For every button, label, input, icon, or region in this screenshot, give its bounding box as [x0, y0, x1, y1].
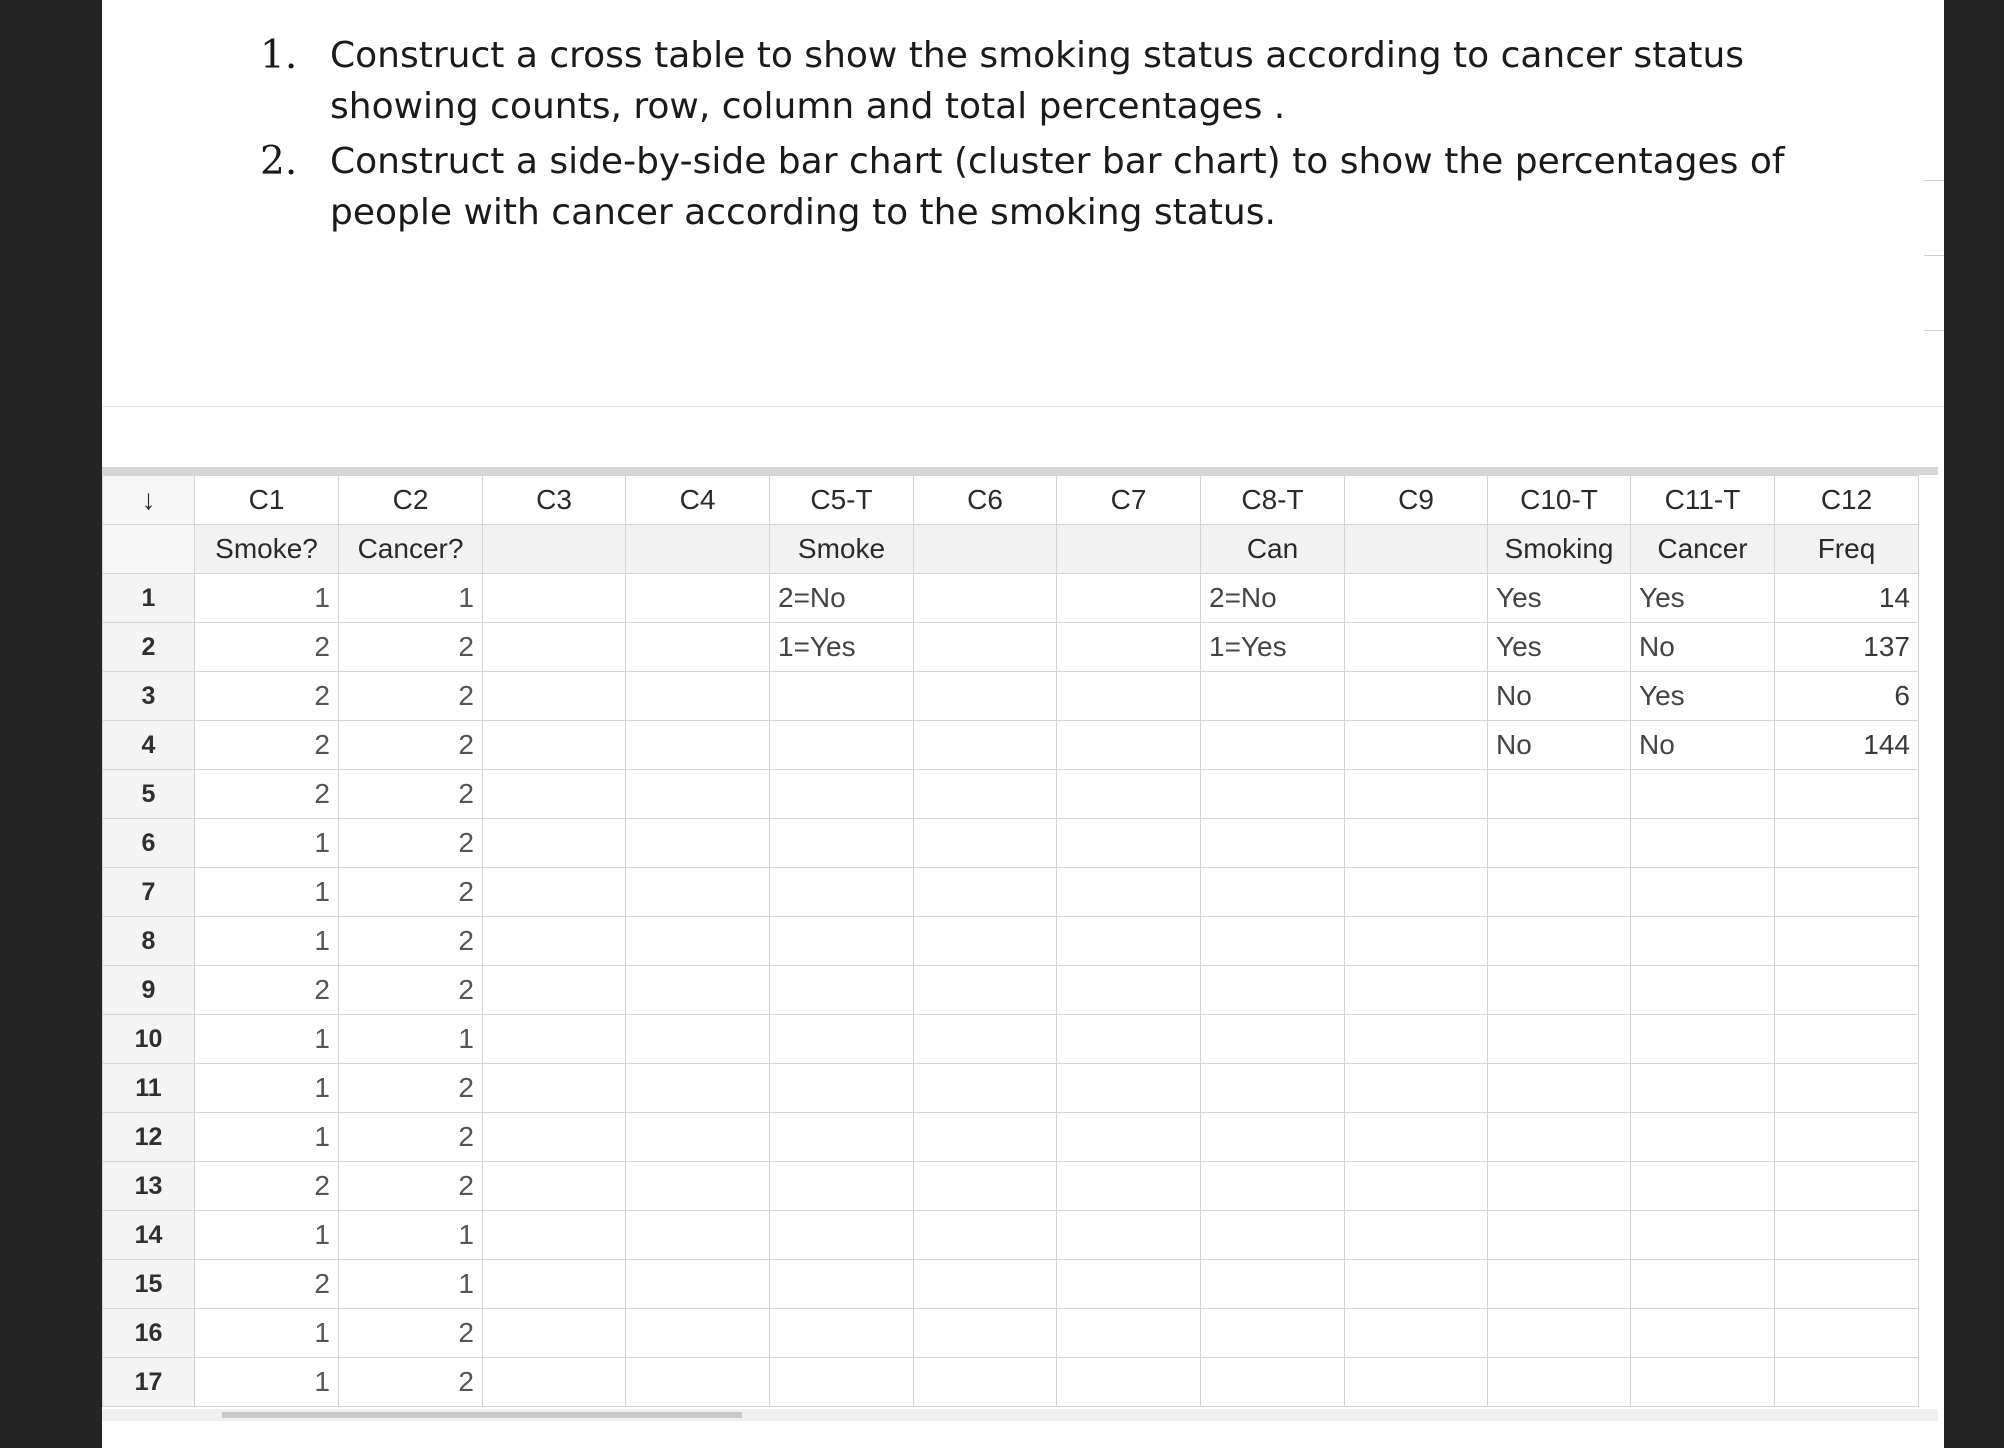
table-cell[interactable]	[626, 868, 770, 917]
row-number[interactable]: 9	[103, 966, 195, 1015]
table-cell[interactable]	[770, 1260, 914, 1309]
table-cell[interactable]	[1201, 1309, 1345, 1358]
table-cell[interactable]	[1057, 770, 1201, 819]
divider	[1924, 255, 1944, 256]
table-cell[interactable]	[483, 623, 626, 672]
table-cell[interactable]	[1201, 868, 1345, 917]
table-row	[103, 1260, 1919, 1309]
row-number[interactable]: 6	[103, 819, 195, 868]
table-cell[interactable]	[483, 868, 626, 917]
table-row	[103, 574, 1919, 623]
table-cell[interactable]	[914, 1015, 1057, 1064]
table-cell[interactable]	[626, 672, 770, 721]
table-cell[interactable]: 1	[339, 1015, 483, 1064]
table-cell[interactable]	[1057, 819, 1201, 868]
table-cell[interactable]: 2	[339, 1113, 483, 1162]
table-cell[interactable]	[1057, 1162, 1201, 1211]
table-cell[interactable]	[483, 1113, 626, 1162]
divider	[1924, 180, 1944, 181]
table-cell[interactable]	[1631, 1309, 1775, 1358]
table-cell[interactable]	[914, 1260, 1057, 1309]
table-cell[interactable]	[1345, 1162, 1488, 1211]
table-cell[interactable]	[1057, 1015, 1201, 1064]
table-cell[interactable]	[1345, 917, 1488, 966]
row-number[interactable]: 13	[103, 1162, 195, 1211]
table-cell[interactable]	[1345, 721, 1488, 770]
table-cell[interactable]: 2	[195, 1162, 339, 1211]
column-header-c6[interactable]: C6	[914, 476, 1057, 525]
table-cell[interactable]	[1345, 770, 1488, 819]
table-cell[interactable]	[770, 819, 914, 868]
scrollbar-thumb[interactable]	[222, 1412, 742, 1418]
column-name-cell[interactable]: Smoking	[1488, 525, 1631, 574]
instruction-text: Construct a side-by-side bar chart (cluster bar chart) to show the percentages of people with cancer according to the smoking status.	[330, 141, 1785, 233]
table-cell[interactable]	[1631, 1015, 1775, 1064]
table-cell[interactable]	[626, 721, 770, 770]
column-name-cell[interactable]	[626, 525, 770, 574]
table-cell[interactable]	[914, 1211, 1057, 1260]
table-cell[interactable]	[1201, 1015, 1345, 1064]
table-cell[interactable]: 1=Yes	[770, 623, 914, 672]
column-name-cell[interactable]: Smoke?	[195, 525, 339, 574]
table-cell[interactable]	[483, 1358, 626, 1407]
table-cell[interactable]: 2	[195, 1260, 339, 1309]
table-cell[interactable]	[483, 770, 626, 819]
table-cell[interactable]	[483, 1015, 626, 1064]
table-cell[interactable]: 2	[339, 966, 483, 1015]
table-cell[interactable]	[1631, 1358, 1775, 1407]
table-cell[interactable]: Yes	[1488, 574, 1631, 623]
row-number[interactable]: 3	[103, 672, 195, 721]
row-number[interactable]: 14	[103, 1211, 195, 1260]
table-cell[interactable]	[1201, 1162, 1345, 1211]
table-cell[interactable]	[626, 1358, 770, 1407]
column-name-cell[interactable]: Freq	[1775, 525, 1919, 574]
table-cell[interactable]	[626, 1260, 770, 1309]
table-row	[103, 1211, 1919, 1260]
table-cell[interactable]	[1057, 574, 1201, 623]
table-row	[103, 1309, 1919, 1358]
table-cell[interactable]	[626, 819, 770, 868]
table-cell[interactable]: 2	[339, 672, 483, 721]
table-cell[interactable]: 2	[195, 770, 339, 819]
table-cell[interactable]	[1345, 819, 1488, 868]
table-cell[interactable]	[914, 623, 1057, 672]
table-cell[interactable]	[1345, 1260, 1488, 1309]
table-cell[interactable]	[770, 1162, 914, 1211]
column-header-c12[interactable]: C12	[1775, 476, 1919, 525]
table-cell[interactable]	[1488, 1162, 1631, 1211]
table-cell[interactable]	[1488, 917, 1631, 966]
table-cell[interactable]: 1	[339, 1260, 483, 1309]
column-name-cell[interactable]	[1345, 525, 1488, 574]
table-cell[interactable]	[1488, 1064, 1631, 1113]
table-cell[interactable]: 2=No	[770, 574, 914, 623]
table-cell[interactable]	[770, 1113, 914, 1162]
table-cell[interactable]: 2	[339, 868, 483, 917]
table-cell[interactable]	[483, 1064, 626, 1113]
table-cell[interactable]	[1201, 1260, 1345, 1309]
table-cell[interactable]	[483, 966, 626, 1015]
table-cell[interactable]	[626, 1064, 770, 1113]
table-cell[interactable]	[914, 819, 1057, 868]
table-row	[103, 966, 1919, 1015]
table-cell[interactable]	[1631, 917, 1775, 966]
table-cell[interactable]: 1	[195, 1358, 339, 1407]
table-cell[interactable]	[626, 1162, 770, 1211]
table-cell[interactable]	[770, 966, 914, 1015]
table-cell[interactable]: No	[1488, 672, 1631, 721]
table-cell[interactable]: 2	[195, 721, 339, 770]
table-row	[103, 917, 1919, 966]
row-number[interactable]: 17	[103, 1358, 195, 1407]
table-cell[interactable]	[914, 917, 1057, 966]
instruction-number: 1.	[260, 33, 298, 78]
table-cell[interactable]	[914, 1064, 1057, 1113]
table-cell[interactable]	[626, 574, 770, 623]
table-cell[interactable]	[1631, 868, 1775, 917]
table-cell[interactable]	[1057, 623, 1201, 672]
table-cell[interactable]	[770, 1358, 914, 1407]
table-cell[interactable]	[1057, 721, 1201, 770]
table-cell[interactable]: 2	[339, 1309, 483, 1358]
table-cell[interactable]	[1201, 819, 1345, 868]
table-cell[interactable]	[483, 1211, 626, 1260]
table-cell[interactable]: 2	[339, 917, 483, 966]
table-cell[interactable]	[626, 1015, 770, 1064]
table-cell[interactable]	[1345, 1113, 1488, 1162]
table-cell[interactable]: 1	[195, 1113, 339, 1162]
table-cell[interactable]	[1488, 1113, 1631, 1162]
column-name-cell[interactable]	[914, 525, 1057, 574]
table-row	[103, 819, 1919, 868]
table-cell[interactable]: 2	[195, 966, 339, 1015]
worksheet-grid[interactable]	[102, 467, 1938, 1421]
table-cell[interactable]	[626, 770, 770, 819]
table-cell[interactable]	[1201, 1064, 1345, 1113]
row-number[interactable]: 15	[103, 1260, 195, 1309]
table-cell[interactable]: 2	[339, 1064, 483, 1113]
column-name-cell[interactable]	[1057, 525, 1201, 574]
row-number[interactable]: 16	[103, 1309, 195, 1358]
table-cell[interactable]	[770, 1015, 914, 1064]
column-header-c3[interactable]: C3	[483, 476, 626, 525]
horizontal-scrollbar[interactable]	[102, 1409, 1938, 1421]
instruction-number: 2.	[260, 139, 298, 184]
table-cell[interactable]: 1	[339, 1211, 483, 1260]
table-cell[interactable]: 2	[195, 623, 339, 672]
table-cell[interactable]	[483, 574, 626, 623]
table-cell[interactable]	[1057, 1309, 1201, 1358]
table-cell[interactable]: 2=No	[1201, 574, 1345, 623]
table-cell[interactable]	[914, 1309, 1057, 1358]
table-cell[interactable]	[626, 1309, 770, 1358]
table-cell[interactable]	[1631, 1162, 1775, 1211]
table-cell[interactable]	[1775, 1260, 1919, 1309]
column-header-c2[interactable]: C2	[339, 476, 483, 525]
table-cell[interactable]	[1488, 868, 1631, 917]
table-cell[interactable]: Yes	[1488, 623, 1631, 672]
table-cell[interactable]	[1345, 966, 1488, 1015]
table-cell[interactable]: 1=Yes	[1201, 623, 1345, 672]
table-cell[interactable]: 2	[339, 819, 483, 868]
row-number[interactable]: 2	[103, 623, 195, 672]
table-cell[interactable]: 1	[195, 1309, 339, 1358]
row-number[interactable]: 8	[103, 917, 195, 966]
table-cell[interactable]: 14	[1775, 574, 1919, 623]
table-cell[interactable]	[1201, 1211, 1345, 1260]
column-id-row	[103, 476, 1919, 525]
divider	[102, 406, 1944, 407]
table-cell[interactable]	[1775, 1309, 1919, 1358]
table-row	[103, 1015, 1919, 1064]
table-cell[interactable]	[1201, 1358, 1345, 1407]
table-cell[interactable]	[1345, 1358, 1488, 1407]
row-number[interactable]: 12	[103, 1113, 195, 1162]
column-header-c1[interactable]: C1	[195, 476, 339, 525]
table-cell[interactable]	[1201, 1113, 1345, 1162]
table-cell[interactable]	[1345, 1064, 1488, 1113]
table-cell[interactable]: 1	[195, 1211, 339, 1260]
row-number[interactable]: 5	[103, 770, 195, 819]
table-cell[interactable]	[1488, 1358, 1631, 1407]
table-row	[103, 770, 1919, 819]
table-cell[interactable]	[1488, 1309, 1631, 1358]
column-header-c11-t[interactable]: C11-T	[1631, 476, 1775, 525]
table-cell[interactable]	[1488, 966, 1631, 1015]
table-row	[103, 721, 1919, 770]
table-cell[interactable]	[770, 770, 914, 819]
down-arrow-icon: ↓	[141, 484, 156, 515]
table-cell[interactable]	[914, 672, 1057, 721]
table-row	[103, 1113, 1919, 1162]
table-cell[interactable]	[770, 721, 914, 770]
table-cell[interactable]	[1775, 917, 1919, 966]
table-cell[interactable]	[1488, 1211, 1631, 1260]
table-cell[interactable]	[483, 1309, 626, 1358]
table-cell[interactable]	[1057, 1260, 1201, 1309]
row-number[interactable]: 10	[103, 1015, 195, 1064]
document-page	[102, 0, 1944, 1448]
table-cell[interactable]: 1	[195, 574, 339, 623]
table-cell[interactable]	[483, 1260, 626, 1309]
table-cell[interactable]: 2	[339, 721, 483, 770]
table-cell[interactable]	[1488, 1260, 1631, 1309]
table-cell[interactable]: No	[1488, 721, 1631, 770]
table-row	[103, 1358, 1919, 1407]
table-cell[interactable]	[1775, 868, 1919, 917]
table-cell[interactable]	[1345, 868, 1488, 917]
table-cell[interactable]	[1345, 574, 1488, 623]
table-cell[interactable]	[1057, 672, 1201, 721]
column-name-row	[103, 525, 1919, 574]
table-row	[103, 1162, 1919, 1211]
table-cell[interactable]	[1201, 672, 1345, 721]
row-number[interactable]: 4	[103, 721, 195, 770]
table-cell[interactable]	[1775, 1113, 1919, 1162]
table-cell[interactable]	[770, 1309, 914, 1358]
table-cell[interactable]	[626, 966, 770, 1015]
table-cell[interactable]	[1775, 1162, 1919, 1211]
row-number[interactable]: 1	[103, 574, 195, 623]
table-cell[interactable]	[914, 574, 1057, 623]
column-header-c8-t[interactable]: C8-T	[1201, 476, 1345, 525]
table-cell[interactable]	[1345, 1015, 1488, 1064]
table-cell[interactable]	[1057, 1358, 1201, 1407]
table-cell[interactable]	[1775, 1015, 1919, 1064]
table-cell[interactable]: No	[1631, 623, 1775, 672]
row-number[interactable]: 7	[103, 868, 195, 917]
table-cell[interactable]	[1057, 966, 1201, 1015]
row-number[interactable]: 11	[103, 1064, 195, 1113]
table-cell[interactable]: 1	[195, 868, 339, 917]
table-cell[interactable]	[483, 1162, 626, 1211]
table-cell[interactable]	[1201, 966, 1345, 1015]
table-cell[interactable]	[626, 623, 770, 672]
table-cell[interactable]	[1631, 819, 1775, 868]
column-name-cell[interactable]	[483, 525, 626, 574]
table-cell[interactable]	[626, 1113, 770, 1162]
table-cell[interactable]	[1201, 917, 1345, 966]
table-row	[103, 868, 1919, 917]
column-header-c10-t[interactable]: C10-T	[1488, 476, 1631, 525]
table-cell[interactable]	[1345, 623, 1488, 672]
table-cell[interactable]: 1	[195, 917, 339, 966]
table-cell[interactable]: 137	[1775, 623, 1919, 672]
table-cell[interactable]	[1057, 868, 1201, 917]
table-cell[interactable]	[1057, 1064, 1201, 1113]
table-cell[interactable]	[1488, 770, 1631, 819]
worksheet-table	[102, 475, 1919, 1407]
table-cell[interactable]	[1631, 1113, 1775, 1162]
column-header-c7[interactable]: C7	[1057, 476, 1201, 525]
table-cell[interactable]	[1057, 1211, 1201, 1260]
table-cell[interactable]	[1201, 770, 1345, 819]
table-cell[interactable]	[483, 672, 626, 721]
table-cell[interactable]	[770, 1211, 914, 1260]
table-cell[interactable]	[1488, 819, 1631, 868]
table-cell[interactable]	[1631, 770, 1775, 819]
table-cell[interactable]	[1775, 819, 1919, 868]
table-cell[interactable]	[483, 917, 626, 966]
column-header-c4[interactable]: C4	[626, 476, 770, 525]
table-cell[interactable]	[914, 1358, 1057, 1407]
table-cell[interactable]	[1345, 1211, 1488, 1260]
table-cell[interactable]	[626, 1211, 770, 1260]
divider	[1924, 330, 1944, 331]
table-cell[interactable]	[1775, 1211, 1919, 1260]
table-cell[interactable]	[914, 868, 1057, 917]
table-cell[interactable]	[914, 770, 1057, 819]
table-cell[interactable]: Yes	[1631, 672, 1775, 721]
instruction-text: Construct a cross table to show the smoking status according to cancer status showing counts, row, column and total percentages .	[330, 35, 1745, 127]
table-cell[interactable]	[1345, 672, 1488, 721]
table-cell[interactable]: 2	[339, 770, 483, 819]
table-cell[interactable]	[1057, 917, 1201, 966]
table-row	[103, 672, 1919, 721]
table-cell[interactable]: 2	[339, 1358, 483, 1407]
table-cell[interactable]: 1	[195, 1064, 339, 1113]
table-cell[interactable]	[1775, 1358, 1919, 1407]
column-header-corner[interactable]	[103, 476, 195, 525]
table-cell[interactable]: 1	[339, 574, 483, 623]
table-row	[103, 1064, 1919, 1113]
table-cell[interactable]	[770, 868, 914, 917]
table-cell[interactable]: 2	[339, 1162, 483, 1211]
table-cell[interactable]	[1775, 1064, 1919, 1113]
table-cell[interactable]	[1345, 1309, 1488, 1358]
column-name-cell[interactable]: Cancer?	[339, 525, 483, 574]
table-cell[interactable]	[1201, 721, 1345, 770]
table-cell[interactable]	[483, 721, 626, 770]
table-cell[interactable]	[770, 917, 914, 966]
table-cell[interactable]	[483, 819, 626, 868]
table-cell[interactable]	[914, 966, 1057, 1015]
column-header-c9[interactable]: C9	[1345, 476, 1488, 525]
name-row-corner	[103, 525, 195, 574]
table-cell[interactable]	[1488, 1015, 1631, 1064]
table-cell[interactable]	[914, 721, 1057, 770]
column-name-cell[interactable]: Smoke	[770, 525, 914, 574]
table-cell[interactable]	[1775, 770, 1919, 819]
table-cell[interactable]	[770, 672, 914, 721]
table-cell[interactable]: 1	[195, 819, 339, 868]
table-cell[interactable]: 1	[195, 1015, 339, 1064]
table-cell[interactable]	[1775, 966, 1919, 1015]
table-cell[interactable]	[914, 1113, 1057, 1162]
table-cell[interactable]	[626, 917, 770, 966]
table-cell[interactable]	[1631, 1260, 1775, 1309]
table-row	[103, 623, 1919, 672]
table-cell[interactable]: 144	[1775, 721, 1919, 770]
table-cell[interactable]: 6	[1775, 672, 1919, 721]
column-header-c5-t[interactable]: C5-T	[770, 476, 914, 525]
table-cell[interactable]	[770, 1064, 914, 1113]
table-cell[interactable]	[914, 1162, 1057, 1211]
column-name-cell[interactable]: Cancer	[1631, 525, 1775, 574]
table-cell[interactable]: Yes	[1631, 574, 1775, 623]
table-cell[interactable]	[1057, 1113, 1201, 1162]
column-name-cell[interactable]: Can	[1201, 525, 1345, 574]
table-cell[interactable]: 2	[339, 623, 483, 672]
table-cell[interactable]	[1631, 1064, 1775, 1113]
table-cell[interactable]	[1631, 1211, 1775, 1260]
table-cell[interactable]	[1631, 966, 1775, 1015]
table-cell[interactable]: No	[1631, 721, 1775, 770]
table-cell[interactable]: 2	[195, 672, 339, 721]
